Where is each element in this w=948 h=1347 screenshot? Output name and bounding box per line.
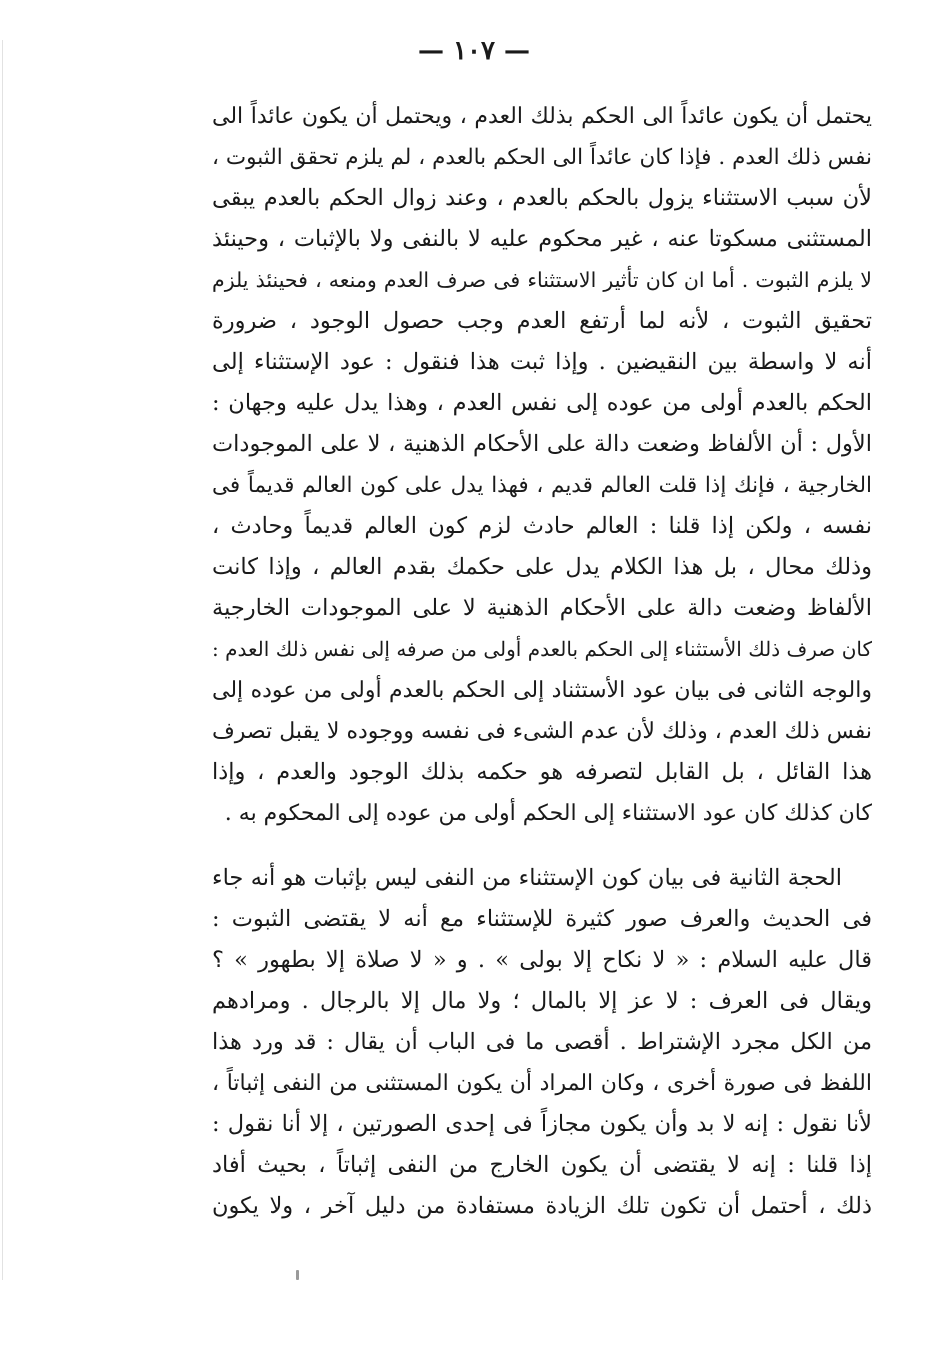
text-line: إذا قلنا : إنه لا يقتضى أن يكون الخارج من النفى إثباتاً ، بحيث أفاد (212, 1152, 872, 1178)
text-line: فى الحديث والعرف صور كثيرة للإستثناء مع أنه لا يقتضى الثبوت : (212, 906, 872, 932)
text-line: الخارجية ، فإنك إذا قلت العالم قديم ، فهذا يدل على كون العالم قديماً فى (212, 473, 872, 498)
text-line: من الكل مجرد الإشتراط . أقصى ما فى الباب أن يقال : قد ورد هذا (212, 1029, 872, 1055)
text-line: تحقيق الثبوت ، لأنه لما أرتفع العدم وجب حصول الوجود ، ضرورة (212, 308, 872, 334)
text-line: وذلك محال ، بل هذا الكلام يدل على حكمك بقدم العالم ، وإذا كانت (212, 554, 872, 580)
text-line: لأنا نقول : إنه لا بد وأن يكون مجازاً فى إحدى الصورتين ، إلا أنا نقول : (212, 1111, 872, 1137)
text-line: لأن سبب الاستثناء يزول بالحكم بالعدم ، وعند زوال الحكم بالعدم يبقى (212, 185, 872, 211)
text-line: اللفظ فى صورة أخرى ، وكان المراد أن يكون المستثنى من النفى إثباتاً ، (212, 1071, 872, 1096)
paragraph-2 (212, 858, 872, 1227)
page-number: — ١٠٧ — (417, 36, 531, 66)
text-line: الأول : أن الألفاظ وضعت دالة على الأحكام الذهنية ، لا على الموجودات (212, 431, 872, 457)
paragraph-1 (212, 96, 872, 834)
text-line: نفس ذلك العدم ، وذلك لأن عدم الشىء فى نفسه ووجوده لا يقبل تصرف (212, 719, 872, 744)
text-line: كان كذلك كان عود الاستثناء إلى الحكم أولى من عوده إلى المحكوم به . (224, 801, 872, 826)
ink-speck (296, 1270, 299, 1280)
page-edge-shadow (2, 40, 3, 1280)
text-line: هذا القائل ، بل القابل لتصرفه هو حكمه بذلك الوجود والعدم ، وإذا (212, 759, 872, 785)
text-line: أنه لا واسطة بين النقيضين . وإذا ثبت هذا فنقول : عود الإستثناء إلى (212, 349, 872, 375)
text-line: ذلك ، أحتمل أن تكون تلك الزيادة مستفادة من دليل آخر ، ولا يكون (212, 1193, 872, 1219)
text-line: نفسه ، ولكن إذا قلنا : العالم حادث لزم كون العالم قديماً وحادث ، (212, 513, 872, 539)
text-line: الحكم بالعدم أولى من عوده إلى نفس العدم ، وهذا يدل عليه وجهان : (212, 390, 872, 416)
text-line: لا يلزم الثبوت . أما ان كان تأثير الاستثناء فى صرف العدم ومنعه ، فحينئذ يلزم (212, 268, 872, 292)
text-line: نفس ذلك العدم . فإذا كان عائداً الى الحكم بالعدم ، لم يلزم تحقق الثبوت ، (212, 145, 872, 170)
text-line: يحتمل أن يكون عائداً الى الحكم بذلك العدم ، ويحتمل أن يكون عائداً الى (212, 104, 872, 129)
text-line: والوجه الثانى فى بيان عود الأستثناد إلى الحكم بالعدم أولى من عوده إلى (212, 678, 872, 703)
text-line: قال عليه السلام : « لا نكاح إلا بولى » . و « لا صلاة إلا بطهور » ؟ (212, 947, 872, 973)
text-line: الحجة الثانية فى بيان كون الإستثناء من النفى ليس بإثبات هو أنه جاء (212, 865, 842, 891)
text-line: ويقال فى العرف : لا عز إلا بالمال ؛ ولا مال إلا بالرجال . ومرادهم (212, 988, 872, 1014)
text-line: كان صرف ذلك الأستثناء إلى الحكم بالعدم أولى من صرفه إلى نفس ذلك العدم : (212, 637, 872, 661)
text-line: المستثنى مسكوتا عنه ، غير محكوم عليه لا بالنفى ولا بالإثبات ، وحينئذ (212, 226, 872, 252)
text-line: الألفاظ وضعت دالة على الأحكام الذهنية لا على الموجودات الخارجية (212, 595, 872, 621)
